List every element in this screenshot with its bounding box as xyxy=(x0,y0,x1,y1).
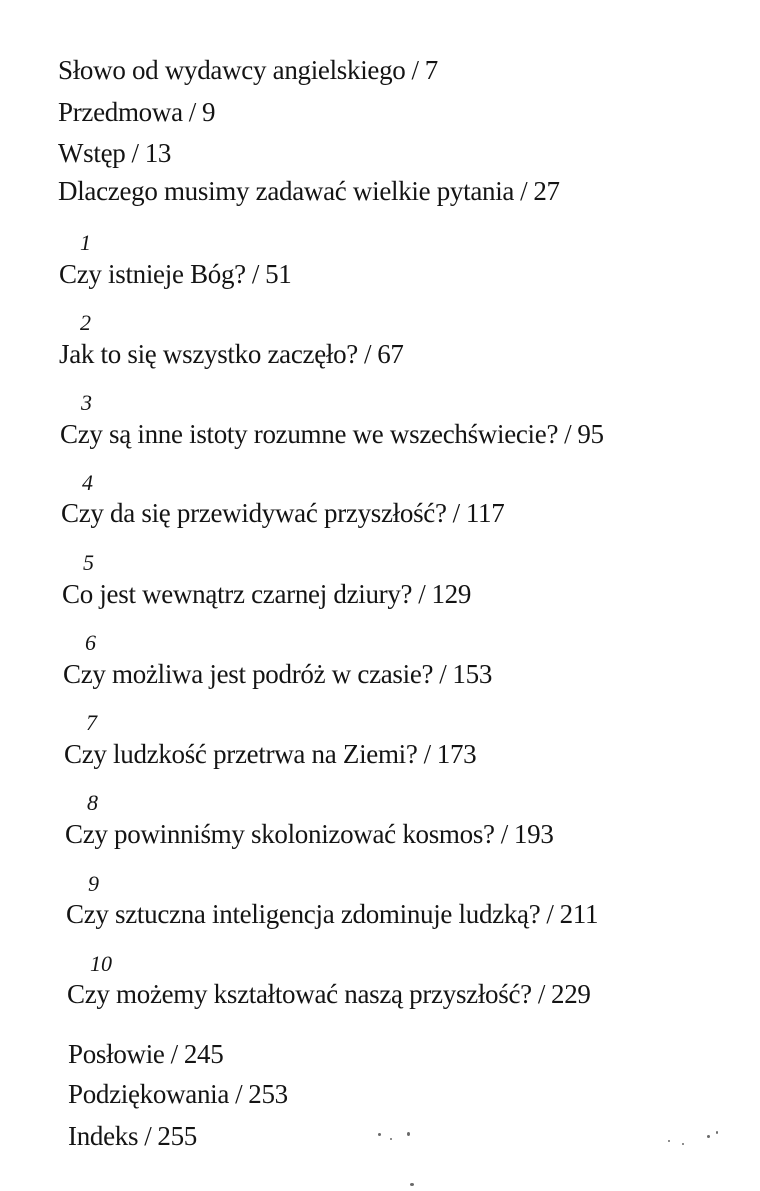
toc-separator: / xyxy=(170,1039,178,1069)
toc-separator: / xyxy=(564,419,572,449)
toc-entry-page: 9 xyxy=(201,97,216,127)
toc-entry-title: Posłowie xyxy=(68,1039,165,1069)
scan-speck xyxy=(378,1133,381,1136)
toc-entry-page: 173 xyxy=(436,739,477,769)
chapter-number-1: 1 xyxy=(80,230,91,255)
toc-entry-chapter-8 xyxy=(65,818,554,850)
scan-speck xyxy=(410,1183,414,1186)
toc-entry-page: 117 xyxy=(465,498,505,528)
chapter-number-5: 5 xyxy=(83,550,94,575)
toc-entry-title: Podziękowania xyxy=(68,1079,230,1109)
chapter-number-4: 4 xyxy=(82,470,93,495)
toc-separator: / xyxy=(418,579,426,609)
toc-entry-title: Dlaczego musimy zadawać wielkie pytania xyxy=(58,176,515,206)
scan-speck xyxy=(707,1135,710,1138)
toc-entry-chapter-2 xyxy=(59,338,404,370)
toc-entry-page: 13 xyxy=(144,138,172,168)
toc-entry-page: 67 xyxy=(377,339,404,369)
toc-entry-page: 129 xyxy=(431,579,472,609)
toc-entry-page: 7 xyxy=(424,55,438,85)
chapter-number-6: 6 xyxy=(85,630,96,655)
toc-separator: / xyxy=(411,55,419,85)
toc-entry-chapter-10 xyxy=(67,978,591,1010)
toc-entry-chapter-6 xyxy=(63,658,492,690)
toc-entry-page: 253 xyxy=(248,1079,288,1109)
scan-speck xyxy=(390,1138,392,1140)
toc-entry-front-4 xyxy=(58,175,560,207)
toc-separator: / xyxy=(131,138,139,168)
toc-entry-page: 193 xyxy=(513,819,554,849)
toc-entry-title: Przedmowa xyxy=(58,97,183,127)
toc-entry-page: 153 xyxy=(452,659,493,689)
toc-entry-title: Czy da się przewidywać przyszłość? xyxy=(61,498,447,528)
toc-entry-title: Czy są inne istoty rozumne we wszechświecie? xyxy=(60,419,559,449)
toc-separator: / xyxy=(546,899,554,929)
toc-entry-front-3 xyxy=(58,137,171,169)
toc-entry-title: Jak to się wszystko zaczęło? xyxy=(59,339,358,369)
chapter-number-8: 8 xyxy=(87,790,98,815)
toc-separator: / xyxy=(235,1079,243,1109)
toc-entry-chapter-5 xyxy=(62,578,471,610)
toc-entry-title: Indeks xyxy=(68,1121,139,1151)
toc-separator: / xyxy=(423,739,431,769)
toc-entry-back-1 xyxy=(68,1038,223,1070)
chapter-number-10: 10 xyxy=(90,951,112,976)
toc-entry-chapter-7 xyxy=(64,738,476,770)
scan-speck xyxy=(407,1132,410,1136)
toc-entry-page: 245 xyxy=(183,1039,224,1069)
toc-entry-title: Czy istnieje Bóg? xyxy=(59,259,246,289)
toc-entry-chapter-4 xyxy=(61,497,504,529)
toc-entry-title: Czy możliwa jest podróż w czasie? xyxy=(63,659,434,689)
toc-entry-page: 255 xyxy=(157,1121,197,1151)
scan-speck xyxy=(716,1131,718,1134)
toc-entry-page: 211 xyxy=(559,899,599,929)
toc-separator: / xyxy=(439,659,447,689)
toc-entry-title: Czy powinniśmy skolonizować kosmos? xyxy=(65,819,495,849)
toc-entry-title: Czy sztuczna inteligencja zdominuje ludzką? xyxy=(66,899,541,929)
chapter-number-7: 7 xyxy=(86,710,97,735)
toc-entry-page: 51 xyxy=(265,259,292,289)
chapter-number-2: 2 xyxy=(80,310,91,335)
toc-entry-chapter-3 xyxy=(60,418,604,450)
toc-separator: / xyxy=(452,498,460,528)
toc-entry-page: 229 xyxy=(551,979,591,1009)
toc-entry-page: 27 xyxy=(533,176,560,206)
toc-entry-title: Czy ludzkość przetrwa na Ziemi? xyxy=(64,739,418,769)
toc-separator: / xyxy=(251,259,260,289)
toc-separator: / xyxy=(188,97,196,127)
toc-entry-title: Co jest wewnątrz czarnej dziury? xyxy=(62,579,413,609)
toc-entry-chapter-9 xyxy=(66,898,598,930)
scan-speck xyxy=(668,1140,670,1142)
toc-entry-page: 95 xyxy=(577,419,604,449)
toc-entry-back-3 xyxy=(68,1120,197,1152)
toc-entry-title: Czy możemy kształtować naszą przyszłość? xyxy=(67,979,532,1009)
toc-separator: / xyxy=(144,1121,152,1151)
toc-separator: / xyxy=(537,979,546,1009)
toc-separator: / xyxy=(520,176,528,206)
toc-entry-title: Wstęp xyxy=(58,138,126,168)
chapter-number-9: 9 xyxy=(88,871,99,896)
toc-entry-front-2 xyxy=(58,96,215,128)
toc-entry-chapter-1 xyxy=(59,258,291,290)
chapter-number-3: 3 xyxy=(81,390,92,415)
toc-entry-title: Słowo od wydawcy angielskiego xyxy=(58,55,406,85)
toc-separator: / xyxy=(364,339,372,369)
toc-separator: / xyxy=(500,819,508,849)
scan-speck xyxy=(682,1143,684,1145)
toc-entry-back-2 xyxy=(68,1078,288,1110)
toc-entry-front-1 xyxy=(58,54,438,86)
